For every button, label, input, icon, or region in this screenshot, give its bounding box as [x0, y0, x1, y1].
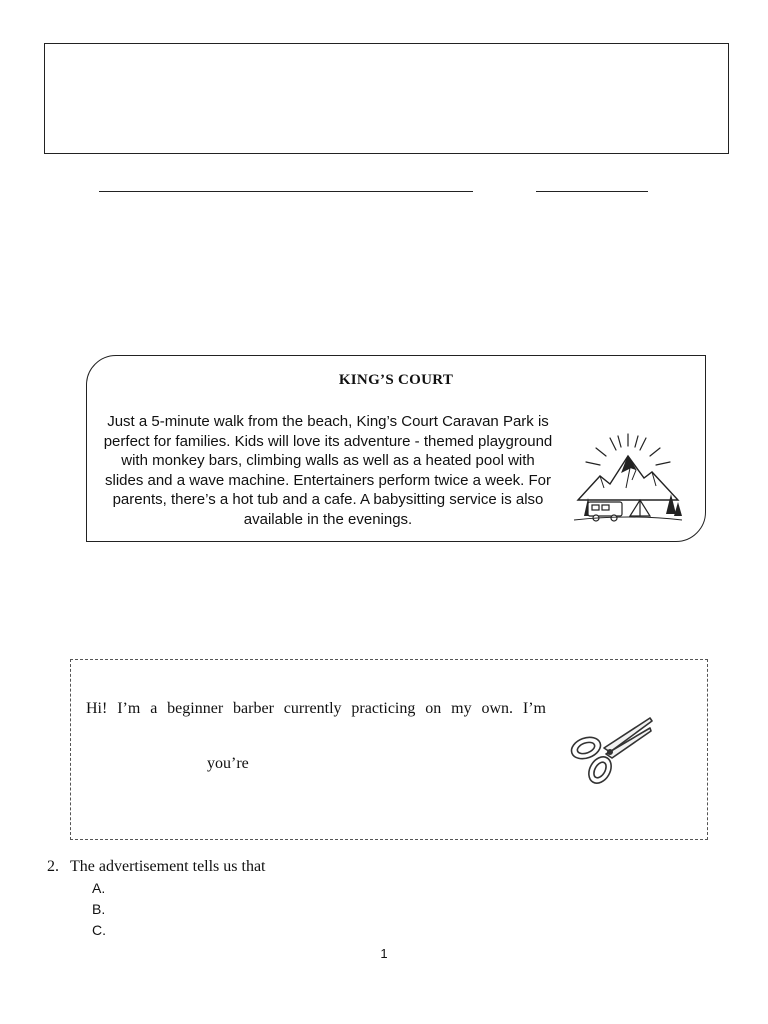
advertisement-body: Just a 5-minute walk from the beach, King’s Court Caravan Park is perfect for families. Kids will love its adventure - themed playground with monkey bars, climbing walls as well as a heated pool with slides and a wave machine. Entertainers perform twice a week. For parents, there’s a hot tub and a cafe. A babysitting service is also available in the evenings. [103, 413, 553, 528]
header-box [44, 43, 729, 154]
scissors-icon [566, 712, 656, 787]
question-number: 2. [47, 858, 59, 875]
name-answer-line [99, 191, 473, 192]
advertisement-title: KING’S COURT [338, 372, 454, 388]
option-c-label: C. [92, 922, 106, 938]
notice-text-line-1: Hi! I’m a beginner barber currently practicing on my own. I’m [86, 700, 546, 717]
page-number: 1 [380, 946, 388, 961]
option-a-label: A. [92, 880, 106, 896]
class-answer-line [536, 191, 648, 192]
mountain-campsite-icon [570, 428, 686, 528]
option-b-label: B. [92, 901, 106, 917]
notice-text-line-2: you’re [207, 755, 249, 772]
question-text: The advertisement tells us that [70, 858, 266, 875]
